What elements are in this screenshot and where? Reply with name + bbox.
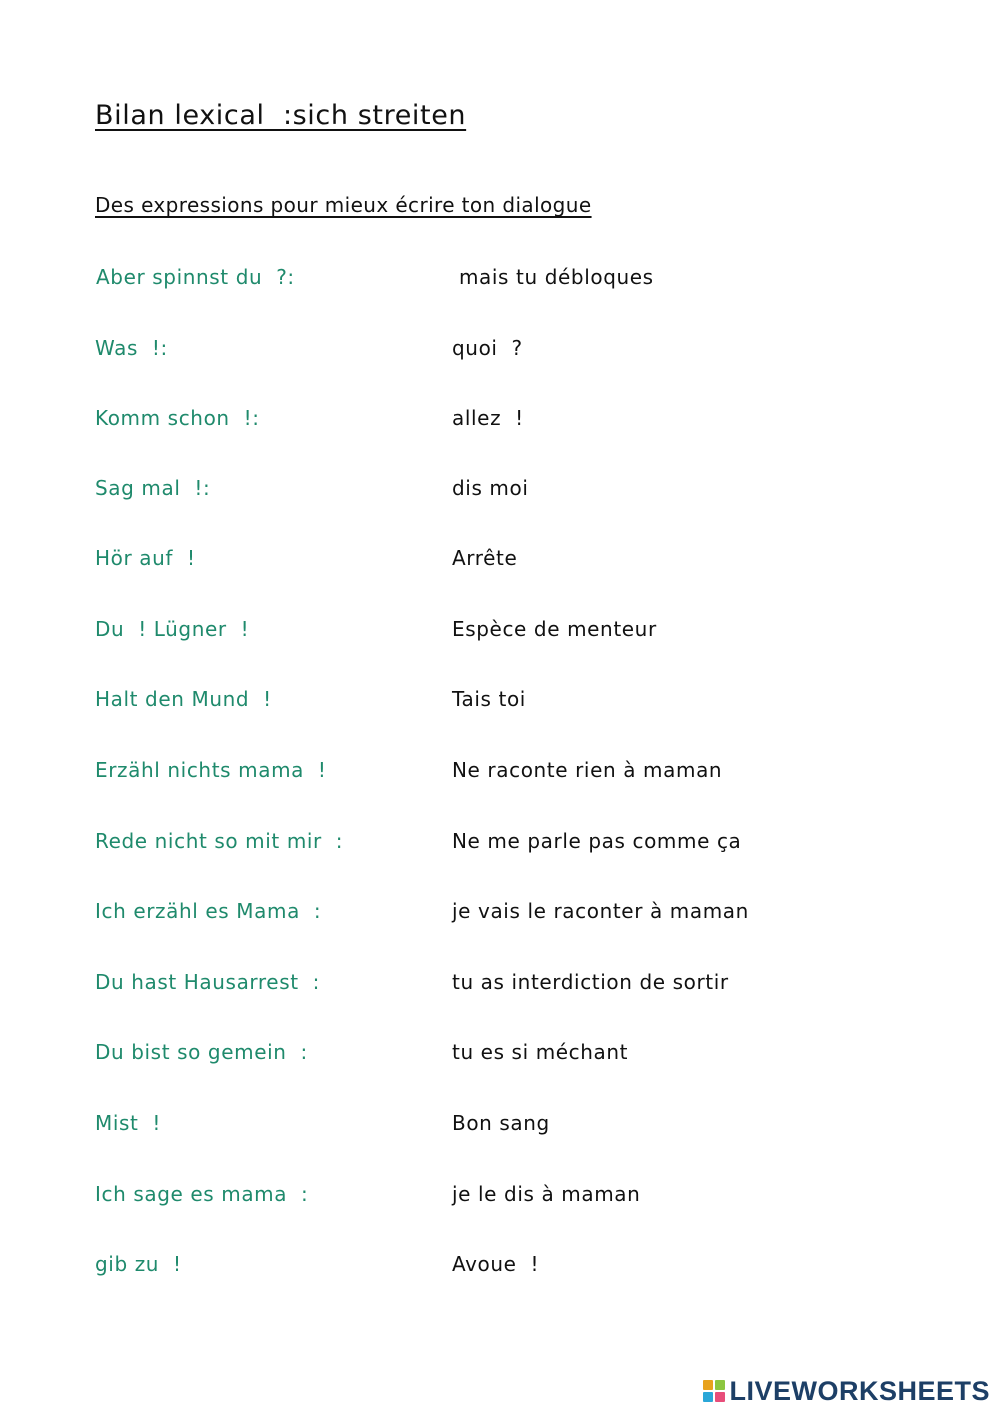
vocab-row xyxy=(0,265,1000,297)
german-expression: Was !: xyxy=(95,336,168,360)
logo-square xyxy=(715,1392,725,1402)
german-expression: Hör auf ! xyxy=(95,546,196,570)
german-expression: Mist ! xyxy=(95,1111,162,1135)
french-translation: tu es si méchant xyxy=(452,1040,629,1064)
liveworksheets-logo[interactable] xyxy=(703,1377,990,1405)
vocab-row xyxy=(0,1252,1000,1284)
german-expression: Du hast Hausarrest : xyxy=(95,970,320,994)
logo-square xyxy=(703,1392,713,1402)
french-translation: Bon sang xyxy=(452,1111,550,1135)
vocab-row xyxy=(0,758,1000,790)
vocab-row xyxy=(0,1040,1000,1072)
vocab-row xyxy=(0,546,1000,578)
vocab-row xyxy=(0,406,1000,438)
german-expression: Ich erzähl es Mama : xyxy=(95,899,322,923)
logo-text: LIVEWORKSHEETS xyxy=(729,1375,990,1406)
french-translation: tu as interdiction de sortir xyxy=(452,970,729,994)
liveworksheets-logo-icon xyxy=(703,1380,725,1402)
german-expression: Erzähl nichts mama ! xyxy=(95,758,327,782)
logo-square xyxy=(715,1380,725,1390)
logo-square xyxy=(703,1380,713,1390)
german-expression: Sag mal !: xyxy=(95,476,211,500)
german-expression: Ich sage es mama : xyxy=(95,1182,309,1206)
french-translation: dis moi xyxy=(452,476,529,500)
vocab-row xyxy=(0,1111,1000,1143)
german-expression: Du ! Lügner ! xyxy=(95,617,250,641)
vocab-row xyxy=(0,687,1000,719)
german-expression: Komm schon !: xyxy=(95,406,260,430)
french-translation: Tais toi xyxy=(452,687,526,711)
section-subtitle: Des expressions pour mieux écrire ton dialogue xyxy=(95,193,592,217)
french-translation: quoi ? xyxy=(452,336,523,360)
german-expression: Du bist so gemein : xyxy=(95,1040,308,1064)
french-translation: Arrête xyxy=(452,546,518,570)
german-expression: Rede nicht so mit mir : xyxy=(95,829,344,853)
vocab-row xyxy=(0,336,1000,368)
french-translation: Ne me parle pas comme ça xyxy=(452,829,742,853)
vocab-row xyxy=(0,899,1000,931)
french-translation: mais tu débloques xyxy=(452,265,654,289)
vocab-row xyxy=(0,617,1000,649)
french-translation: je vais le raconter à maman xyxy=(452,899,749,923)
french-translation: Ne raconte rien à maman xyxy=(452,758,723,782)
french-translation: allez ! xyxy=(452,406,524,430)
german-expression: Halt den Mund ! xyxy=(95,687,272,711)
vocab-row xyxy=(0,476,1000,508)
french-translation: Espèce de menteur xyxy=(452,617,657,641)
german-expression: gib zu ! xyxy=(95,1252,182,1276)
page-title: Bilan lexical :sich streiten xyxy=(95,100,467,131)
vocab-row xyxy=(0,1182,1000,1214)
vocab-row xyxy=(0,829,1000,861)
vocab-row xyxy=(0,970,1000,1002)
french-translation: Avoue ! xyxy=(452,1252,540,1276)
german-expression: Aber spinnst du ?: xyxy=(96,265,295,289)
french-translation: je le dis à maman xyxy=(452,1182,641,1206)
